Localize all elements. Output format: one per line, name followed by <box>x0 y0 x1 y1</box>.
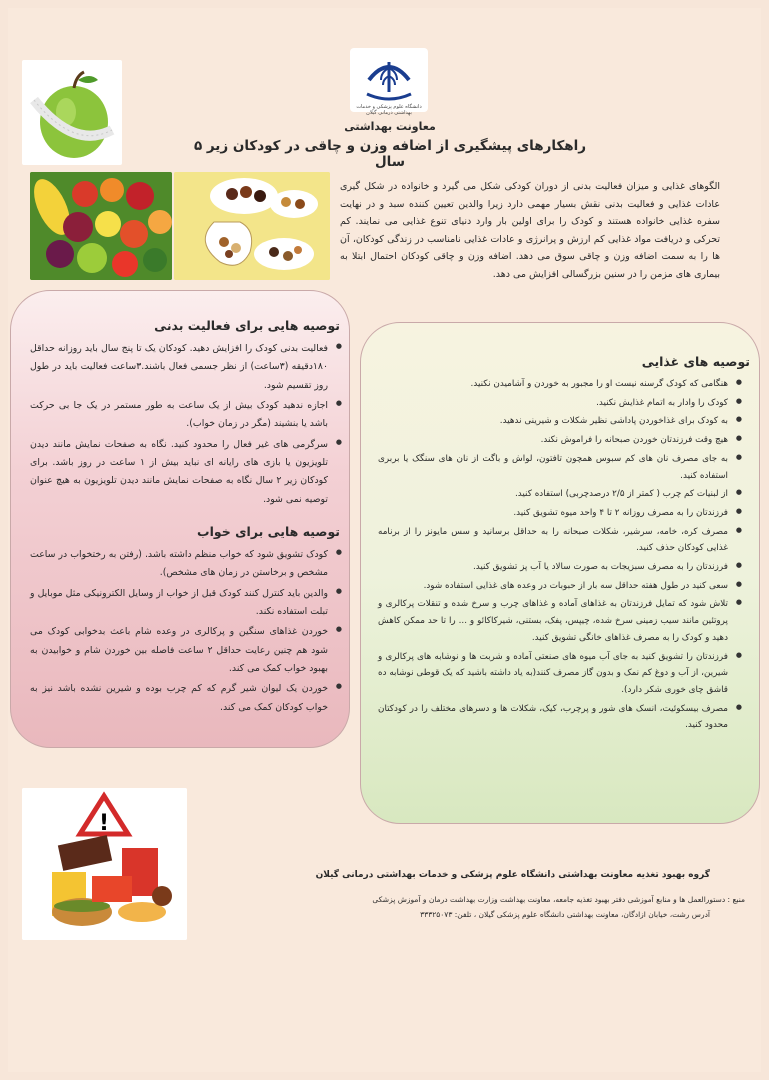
nutrition-item: ● سعی کنید در طول هفته حداقل سه بار از حبوبات در وعده های غذایی استفاده شود. <box>378 578 742 595</box>
footer-address: آدرس رشت، خیابان ازادگان، معاونت بهداشتی دانشگاه علوم پزشکی گیلان ، تلفن: ۳۳۳۲۵۰۷۳ <box>420 910 710 919</box>
activity-item: ● اجازه ندهید کودک بیش از یک ساعت به طور مستمر در یک جا بی حرکت باشد یا بنشیند (مگر در زمان خواب). <box>30 397 342 434</box>
footer-group: گروه بهبود تغذیه معاونت بهداشتی دانشگاه علوم پزشکی و خدمات بهداشتی درمانی گیلان <box>315 870 710 880</box>
nutrition-item: ● تلاش شود که تمایل فرزندتان به غذاهای آماده و غذاهای چرب و سرخ شده و تنقلات پرکالری و پروتئین مانند سیب زمینی سرخ شده، چیپس، پفک، بستنی، شیرکاکائو و ... را تا حد ممکن کاهش دهید و کودک را به مصرف غذاهای خانگی تشویق کنید. <box>378 596 742 646</box>
sleep-item: ● والدین باید کنترل کنند کودک قبل از خواب از وسایل الکترونیکی مثل موبایل و تبلت استفاده نکند. <box>30 585 342 622</box>
page-title: راهکارهای پیشگیری از اضافه وزن و چاقی در کودکان زیر ۵ سال <box>193 138 587 170</box>
nutrition-item: ● فرزندتان را به مصرف سبزیجات به صورت سالاد یا آب پز تشویق کنید. <box>378 559 742 576</box>
sleep-item: ● خوردن یک لیوان شیر گرم که کم چرب بوده و شیرین نشده باشد نیز به خواب کودکان کمک می کند. <box>30 680 342 717</box>
nutrition-section-title: توصیه های غذایی <box>641 354 750 369</box>
fruits-vegetables-image <box>30 172 172 280</box>
nutrition-item: ● از لبنیات کم چرب ( کمتر از ۲/۵ درصدچربی) استفاده کنید. <box>378 486 742 503</box>
nuts-dried-fruits-image <box>174 172 330 280</box>
sleep-section-title: توصیه هایی برای خواب <box>197 524 340 539</box>
activity-item: ● فعالیت بدنی کودک را افزایش دهید. کودکان یک تا پنج سال باید روزانه حداقل ۱۸۰دقیقه (۳ساعت) از نظر جسمی فعال باشند.۳ساعت فعالیت باید در طول روز تقسیم شود. <box>30 340 342 395</box>
activity-section-title: توصیه هایی برای فعالیت بدنی <box>154 318 340 333</box>
nutrition-item: ● هنگامی که کودک گرسنه نیست او را مجبور به خوردن و آشامیدن نکنید. <box>378 376 742 393</box>
svg-text:!: ! <box>98 811 110 836</box>
apple-measuring-tape-image <box>22 60 122 165</box>
logo-caption: دانشگاه علوم پزشکی و خدمات بهداشتی درمانی گیلان <box>356 104 422 116</box>
nutrition-item: ● کودک را وادار به اتمام غذایش نکنید. <box>378 395 742 412</box>
sleep-item: ● خوردن غذاهای سنگین و پرکالری در وعده شام باعث بدخوابی کودک می شود هم چنین رعایت حداقل ۲ ساعت فاصله بین خوردن شام و خوابیدن به بهبود خواب کمک می کند. <box>30 623 342 678</box>
nutrition-item: ● مصرف بیسکوئیت، انسک های شور و پرچرب، کیک، شکلات ها و دسرهای مختلف را در کودکتان محدود کنید. <box>378 701 742 734</box>
sleep-list <box>30 546 342 719</box>
university-logo <box>350 48 428 112</box>
activity-list <box>30 340 342 511</box>
activity-item: ● سرگرمی های غیر فعال را محدود کنید. نگاه به صفحات نمایش مانند دیدن تلویزیون یا بازی های رایانه ای نباید بیش از ۱ ساعت در روز باشد. برای کودکان زیر ۲ سال نگاه به صفحات نمایش مانند دیدن تلویزیون به هیچ عنوان توصیه نمی شود. <box>30 436 342 509</box>
junk-food-warning-image <box>22 788 187 940</box>
nutrition-item: ● فرزندتان را تشویق کنید به جای آب میوه های صنعتی آماده و شربت ها و نوشابه های پرکالری و شیرین، از آب و دوغ کم نمک و بدون گاز مصرف کنند(به یاد داشته باشید که یک قوطی نوشابه ده قاشق چای خوری شکر دارد). <box>378 649 742 699</box>
nutrition-list <box>378 376 742 736</box>
nutrition-item: ● هیچ وقت فرزندتان خوردن صبحانه را فراموش نکند. <box>378 432 742 449</box>
nutrition-item: ● فرزندتان را به مصرف روزانه ۲ تا ۴ واحد میوه تشویق کنید. <box>378 505 742 522</box>
nutrition-item: ● به جای مصرف نان های کم سبوس همچون تافتون، لواش و باگت از نان های سنگک یا بربری استفاده کنید. <box>378 451 742 484</box>
footer-source: منبع : دستورالعمل ها و منابع آموزشی دفتر بهبود تغذیه جامعه، معاونت بهداشت وزارت بهداشت درمان و آموزش پزشکی <box>372 895 745 904</box>
sleep-item: ● کودک تشویق شود که خواب منظم داشته باشد. (رفتن به رختخواب در ساعت مشخص و برخاستن در زمان های مشخص). <box>30 546 342 583</box>
intro-paragraph: الگوهای غذایی و میزان فعالیت بدنی از دوران کودکی شکل می گیرد و خانواده در شکل گیری عادات غذایی و فعالیت بدنی نقش بسیار مهمی دارد زیرا والدین تعیین کننده سبد و در نهایت سفره غذایی خانواده هستند و کودک را برای اولین بار وارد دنیای تنوع غذایی می نمایند. کم تحرکی و دریافت مواد غذایی کم ارزش و پرانرژی و عادات غذایی نامناسب در زندگی کودکان، آن ها را به سمت اضافه وزن و چاقی سوق می دهد. اضافه وزن و چاقی کودکان احتمال ابتلا به بیماری های مزمن را در سنین بزرگسالی افزایش می دهد. <box>340 181 720 280</box>
nutrition-item: ● مصرف کره، خامه، سرشیر، شکلات صبحانه را به حداقل برسانید و سس مایونز را از برنامه غذایی کودکان حذف کنید. <box>378 524 742 557</box>
nutrition-item: ● به کودک برای غذاخوردن پاداشی نظیر شکلات و شیرینی ندهید. <box>378 413 742 430</box>
organization-name: معاونت بهداشتی <box>344 120 436 133</box>
